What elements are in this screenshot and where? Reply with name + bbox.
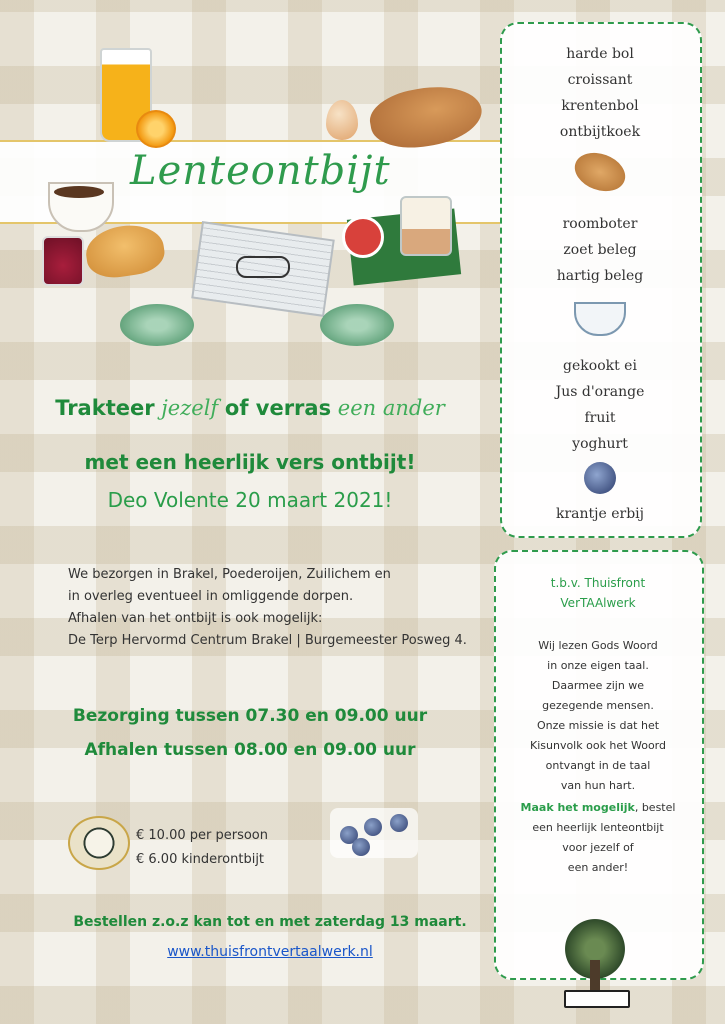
- orange-slice-icon: [136, 110, 176, 148]
- page-title: Lenteontbijt: [130, 148, 391, 194]
- headline-line-1: [0, 396, 500, 420]
- mission-heading: t.b.v. Thuisfront: [550, 576, 646, 590]
- tree-trunk-icon: [590, 960, 600, 992]
- mission-line: gezegende mensen.: [542, 699, 654, 712]
- mission-line: Wij lezen Gods Woord: [538, 639, 658, 652]
- menu-item: yoghurt: [572, 436, 628, 452]
- headline-date: Deo Volente 20 maart 2021!: [107, 488, 393, 512]
- eucalyptus-leaves-icon: [120, 304, 194, 346]
- yoghurt-jar-icon: [400, 196, 452, 256]
- info-line: De Terp Hervormd Centrum Brakel | Burgemeester Posweg 4.: [68, 633, 467, 648]
- headline-trakteer: Trakteer: [55, 396, 155, 420]
- menu-item: Jus d'orange: [555, 384, 645, 400]
- reading-glasses-icon: [236, 256, 290, 278]
- jam-jar-icon: [42, 236, 84, 286]
- coin-purse-icon: [68, 816, 130, 870]
- headline-of-verras: of verras: [224, 396, 332, 420]
- menu-item: ontbijtkoek: [559, 124, 641, 140]
- menu-item: roomboter: [562, 216, 638, 232]
- info-line: in overleg eventueel in omliggende dorpen.: [68, 589, 354, 604]
- eucalyptus-leaves-icon: [320, 304, 394, 346]
- menu-item: fruit: [584, 410, 616, 426]
- info-line: We bezorgen in Brakel, Poederoijen, Zuilichem en: [68, 567, 391, 582]
- mission-line: een heerlijk lenteontbijt: [532, 821, 664, 834]
- menu-item: krentenbol: [561, 98, 639, 114]
- menu-item: krantje erbij: [556, 506, 644, 522]
- pickup-time: Afhalen tussen 08.00 en 09.00 uur: [84, 740, 416, 760]
- mission-cta: [494, 798, 702, 817]
- egg-icon: [326, 100, 358, 140]
- blueberry-icon: [364, 818, 382, 836]
- mission-line: ontvangt in de taal: [545, 759, 651, 772]
- mission-line: Kisunvolk ook het Woord: [530, 739, 666, 752]
- blueberry-icon: [352, 838, 370, 856]
- mission-line: een ander!: [567, 861, 629, 874]
- mission-line: van hun hart.: [560, 779, 636, 792]
- blueberry-icon: [390, 814, 408, 832]
- menu-item: harde bol: [566, 46, 634, 62]
- delivery-time: Bezorging tussen 07.30 en 09.00 uur: [72, 706, 428, 726]
- menu-item: hartig beleg: [556, 268, 644, 284]
- website-link[interactable]: www.thuisfrontvertaalwerk.nl: [167, 944, 373, 960]
- red-bowl-icon: [342, 216, 384, 258]
- menu-item: croissant: [567, 72, 633, 88]
- price-adult: € 10.00 per persoon: [136, 828, 268, 843]
- menu-item: gekookt ei: [563, 358, 637, 374]
- headline-line-2: met een heerlijk vers ontbijt!: [84, 450, 416, 474]
- blueberry-icon: [584, 462, 616, 494]
- mission-heading-org: VerTAAlwerk: [560, 596, 636, 610]
- order-deadline: Bestellen z.o.z kan tot en met zaterdag 13 maart.: [73, 914, 467, 930]
- mission-cta-highlight: Maak het mogelijk: [520, 801, 635, 814]
- mission-line: Daarmee zijn we: [551, 679, 645, 692]
- price-child: € 6.00 kinderontbijt: [136, 852, 265, 867]
- info-line: Afhalen van het ontbijt is ook mogelijk:: [68, 611, 323, 626]
- coffee-surface-icon: [54, 186, 104, 198]
- menu-item: zoet beleg: [563, 242, 637, 258]
- blueberries-icon: [330, 808, 418, 858]
- headline-een-ander: een ander: [337, 396, 445, 420]
- croissant-icon: [83, 221, 167, 281]
- mission-cta-rest: , bestel: [634, 801, 676, 814]
- headline-jezelf: jezelf: [161, 396, 219, 420]
- mission-line: Onze missie is dat het: [536, 719, 660, 732]
- mission-line: in onze eigen taal.: [547, 659, 649, 672]
- mission-line: voor jezelf of: [562, 841, 634, 854]
- open-book-icon: [564, 990, 630, 1008]
